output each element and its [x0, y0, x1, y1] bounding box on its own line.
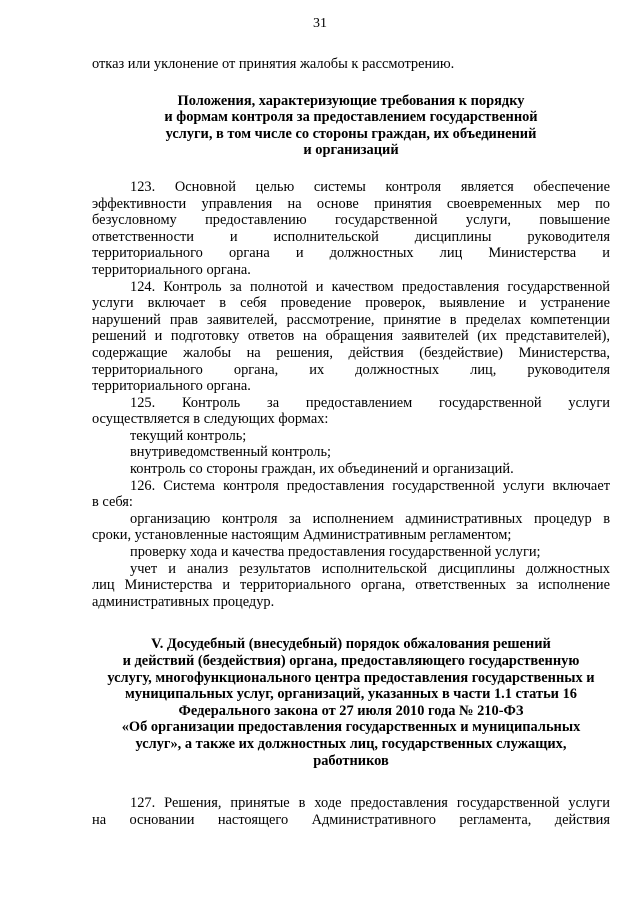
list-item: контроль со стороны граждан, их объединений и организаций. [130, 461, 514, 478]
heading-line: услугу, многофункционального центра предоставления государственных и [107, 669, 595, 686]
text-line: лиц Министерства и территориального органа, ответственных за исполнение [92, 577, 610, 594]
paragraph-123 [92, 179, 610, 279]
heading-line: Положения, характеризующие требования к порядку [177, 92, 525, 109]
list-item: проверку хода и качества предоставления государственной услуги; [130, 544, 541, 561]
heading-line: и действий (бездействия) органа, предоставляющего государственную [122, 653, 580, 669]
heading-line: «Об организации предоставления государственных и муниципальных [121, 719, 581, 736]
text-line: осуществляется в следующих формах: [92, 411, 329, 428]
text-line: территориального органа, их должностных лиц, руководителя [92, 361, 610, 378]
text-line: 123. Основной целью системы контроля является обеспечение [130, 178, 610, 195]
text-line: территориального органа. [92, 378, 251, 395]
section-heading-control [92, 93, 610, 159]
paragraph-125 [92, 395, 610, 478]
text-line: ответственности и исполнительской дисциплины руководителя [92, 228, 610, 245]
paragraph-126 [92, 478, 610, 611]
heading-line: услуг», а также их должностных лиц, государственных служащих, [135, 735, 567, 752]
text-line: содержащие жалобы на решения, действия (бездействие) Министерства, [92, 344, 610, 361]
document-body [92, 56, 610, 828]
text-line: в себя: [92, 494, 133, 511]
text-line: территориального органа и должностных лиц Министерства и [92, 245, 610, 262]
text-line: на основании настоящего Административного регламента, действия [92, 811, 610, 828]
paragraph-127 [92, 795, 610, 828]
text-line: 126. Система контроля предоставления государственной услуги включает [130, 477, 610, 494]
text-line: эффективности управления на основе принятия своевременных мер по [92, 195, 610, 212]
text-line: сроки, установленные настоящим Административным регламентом; [92, 527, 512, 544]
text-line: услуги включает в себя проведение проверок, выявление и устранение [92, 295, 610, 312]
heading-line: и организаций [303, 142, 399, 159]
text-line: 124. Контроль за полнотой и качеством предоставления государственной [130, 278, 610, 295]
paragraph-124 [92, 279, 610, 395]
text-line: административных процедур. [92, 593, 275, 610]
heading-line: работников [313, 752, 389, 769]
text-line: 125. Контроль за предоставлением государственной услуги [130, 394, 610, 411]
heading-line: V. Досудебный (внесудебный) порядок обжалования решений [151, 636, 551, 653]
list-item: организацию контроля за исполнением административных процедур в [130, 510, 610, 527]
heading-line: Федерального закона от 27 июля 2010 года № 210-ФЗ [178, 702, 524, 719]
section-heading-appeal [92, 636, 610, 769]
list-item: учет и анализ результатов исполнительской дисциплины должностных [130, 560, 610, 577]
list-item: текущий контроль; [130, 427, 247, 444]
list-item: внутриведомственный контроль; [130, 444, 332, 461]
text-line: безусловному предоставлению государственной услуги, повышение [92, 212, 610, 229]
top-line: отказ или уклонение от принятия жалобы к рассмотрению. [92, 56, 455, 72]
text-line: территориального органа. [92, 261, 251, 278]
text-line: решений и подготовку ответов на обращения заявителей (их представителей), [92, 328, 610, 345]
heading-line: услуги, в том числе со стороны граждан, их объединений [165, 125, 537, 142]
text-line: 127. Решения, принятые в ходе предоставления государственной услуги [130, 795, 610, 812]
heading-line: муниципальных услуг, организаций, указанных в части 1.1 статьи 16 [125, 686, 577, 703]
page-number: 31 [313, 16, 327, 31]
text-line: нарушений прав заявителей, рассмотрение, принятие в пределах компетенции [92, 311, 610, 328]
heading-line: и формам контроля за предоставлением государственной [164, 109, 538, 126]
